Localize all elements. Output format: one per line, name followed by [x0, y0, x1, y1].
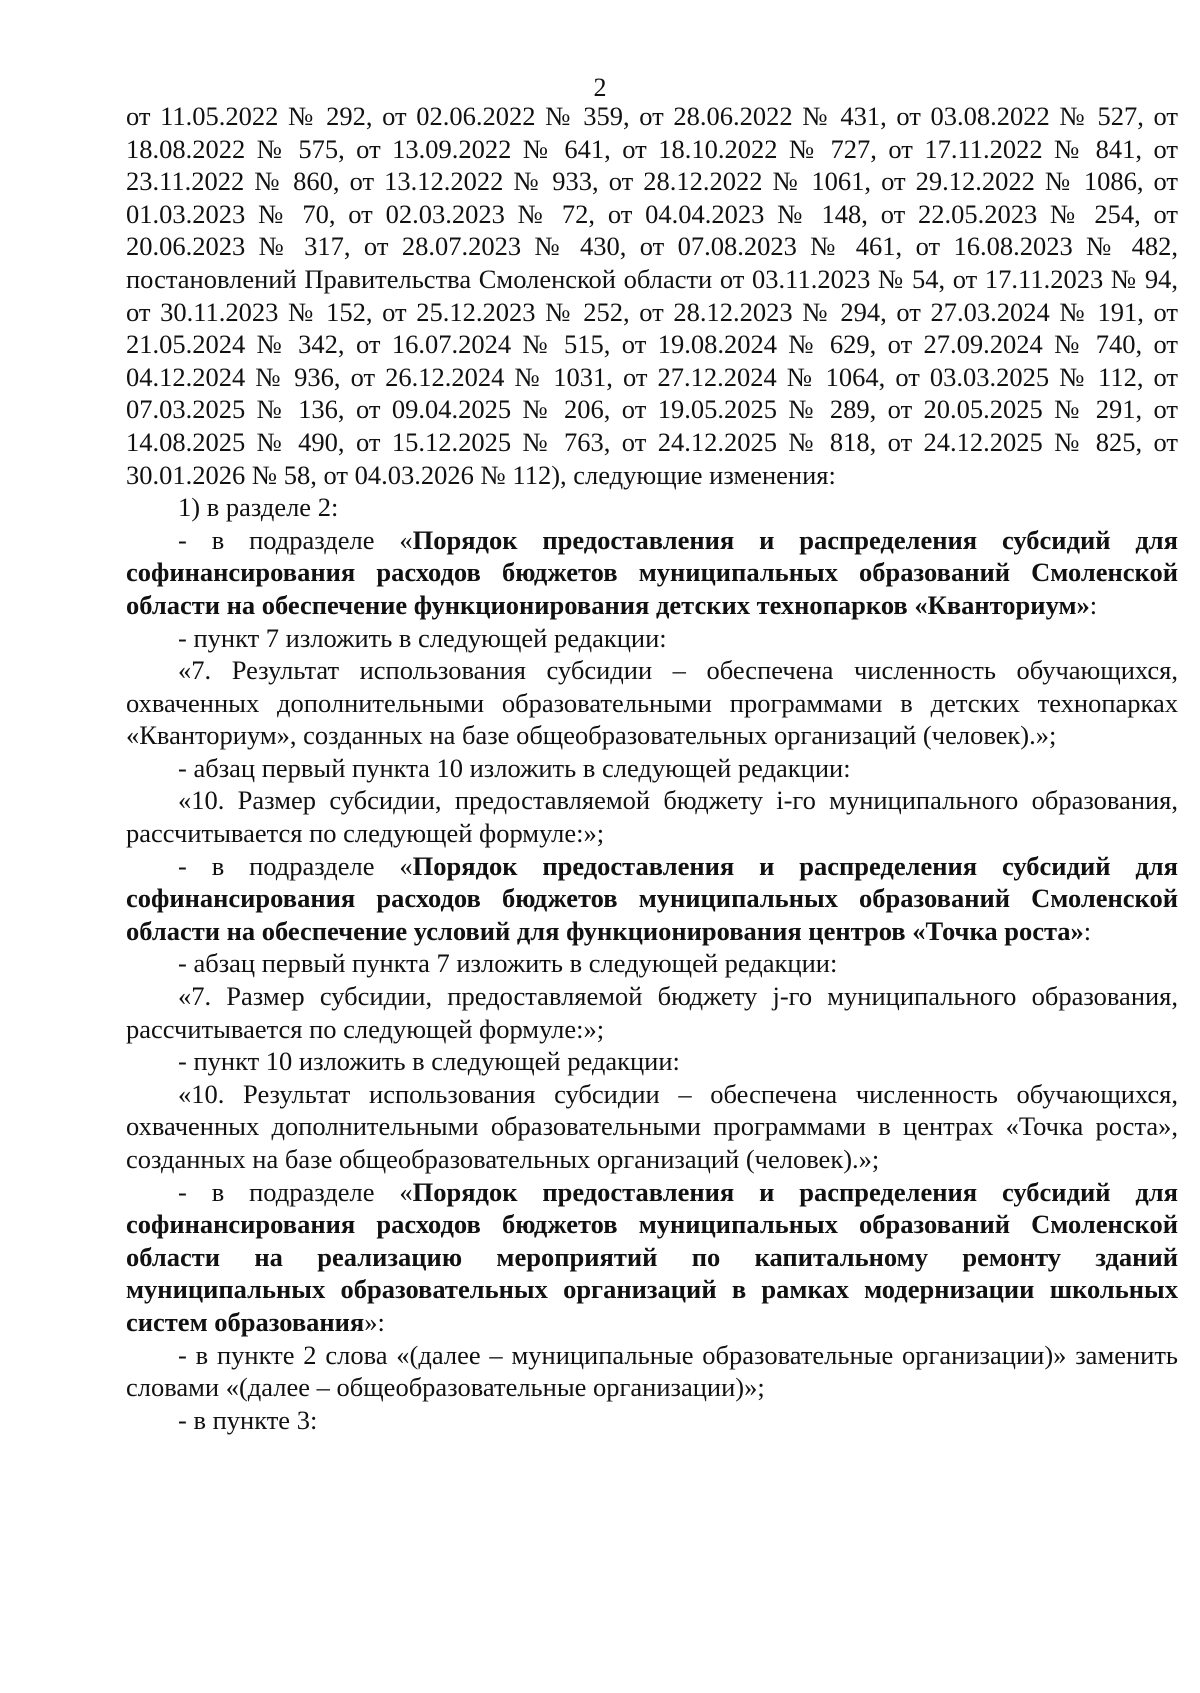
paragraph-item-7-intro: - пункт 7 изложить в следующей редакции: — [178, 622, 667, 653]
paragraph-item-10-text: «10. Размер субсидии, предоставляемой бюджету i-го муниципального образования, рассчитывается по следующей формуле:»; — [126, 785, 1178, 849]
paragraph-item-3-intro: - в пункте 3: — [178, 1404, 318, 1435]
subsection-prefix: - в подразделе « — [178, 850, 413, 881]
paragraph-item-7-intro: - абзац первый пункта 7 изложить в следующей редакции: — [178, 948, 838, 979]
subsection-title: Порядок предоставления и распределения субсидий для софинансирования расходов бюджетов муниципальных образований Смоленской области на обеспечение условий для функционирования центров «Точка роста» — [126, 850, 1178, 946]
paragraph-item-7-text: «7. Размер субсидии, предоставляемой бюджету j-го муниципального образования, рассчитывается по следующей формуле:»; — [126, 981, 1178, 1044]
paragraph-amendment-list: от 11.05.2022 № 292, от 02.06.2022 № 359, от 28.06.2022 № 431, от 03.08.2022 № 527, от 18.08.2022 № 575, от 13.09.2022 № 641, от 18.10.2022 № 727, от 17.11.2022 № 841, от 23.11.2022 № 860, от 13.12.2022 № 933, от 28.12.2022 № 1061, от 29.12.2022 № 1086, от 01.03.2023 № 70, от 02.03.2023 № 72, от 04.04.2023 № 148, от 22.05.2023 № 254, от 20.06.2023 № 317, от 28.07.2023 № 430, от 07.08.2023 № 461, от 16.08.2023 № 482, постановлений Правительства Смоленской области от 03.11.2023 № 54, от 17.11.2023 № 94, от 30.11.2023 № 152, от 25.12.2023 № 252, от 28.12.2023 № 294, от 27.03.2024 № 191, от 21.05.2024 № 342, от 16.07.2024 № 515, от 19.08.2024 № 629, от 27.09.2024 № 740, от 04.12.2024 № 936, от 26.12.2024 № 1031, от 27.12.2024 № 1064, от 03.03.2025 № 112, от 07.03.2025 № 136, от 09.04.2025 № 206, от 19.05.2025 № 289, от 20.05.2025 № 291, от 14.08.2025 № 490, от 15.12.2025 № 763, от 24.12.2025 № 818, от 24.12.2025 № 825, от 30.01.2026 № 58, от 04.03.2026 № 112), следующие изменения: — [126, 101, 1178, 490]
paragraph-item-10-intro: - пункт 10 изложить в следующей редакции: — [178, 1046, 680, 1077]
paragraph-subsection-tochka-rosta — [126, 850, 1178, 948]
page-number: 2 — [593, 73, 607, 102]
paragraph-item-7-text: «7. Результат использования субсидии – обеспечена численность обучающихся, охваченных дополнительными образовательными программами в детских технопарках «Кванториум», созданных на базе общеобразовательных организаций (человек).»; — [126, 655, 1178, 751]
subsection-prefix: - в подразделе « — [178, 524, 413, 555]
subsection-title: Порядок предоставления и распределения субсидий для софинансирования расходов бюджетов муниципальных образований Смоленской области на реализацию мероприятий по капитальному ремонту зданий муниципальных образовательных организаций в рамках модернизации школьных систем образования — [126, 1176, 1178, 1337]
paragraph-item-2-change: - в пункте 2 слова «(далее – муниципальные образовательные организации)» заменить словами «(далее – общеобразовательные организации)»; — [126, 1339, 1178, 1403]
paragraph-item-10-text: «10. Результат использования субсидии – обеспечена численность обучающихся, охваченных дополнительными образовательными программами в центрах «Точка роста», созданных на базе общеобразовательных организаций (человек).»; — [126, 1078, 1178, 1174]
paragraph-subsection-capital-repair — [126, 1176, 1178, 1339]
document-body — [126, 100, 1178, 1436]
subsection-suffix: »: — [364, 1306, 385, 1337]
paragraph-subsection-kvantorium — [126, 524, 1178, 622]
subsection-suffix: : — [1083, 915, 1092, 946]
subsection-title: Порядок предоставления и распределения субсидий для софинансирования расходов бюджетов муниципальных образований Смоленской области на обеспечение функционирования детских технопарков «Кванториум» — [126, 524, 1178, 620]
subsection-prefix: - в подразделе « — [178, 1176, 413, 1207]
paragraph-item-10-intro: - абзац первый пункта 10 изложить в следующей редакции: — [178, 752, 851, 783]
paragraph-section-2: 1) в разделе 2: — [178, 492, 339, 523]
subsection-suffix: : — [1089, 589, 1098, 620]
